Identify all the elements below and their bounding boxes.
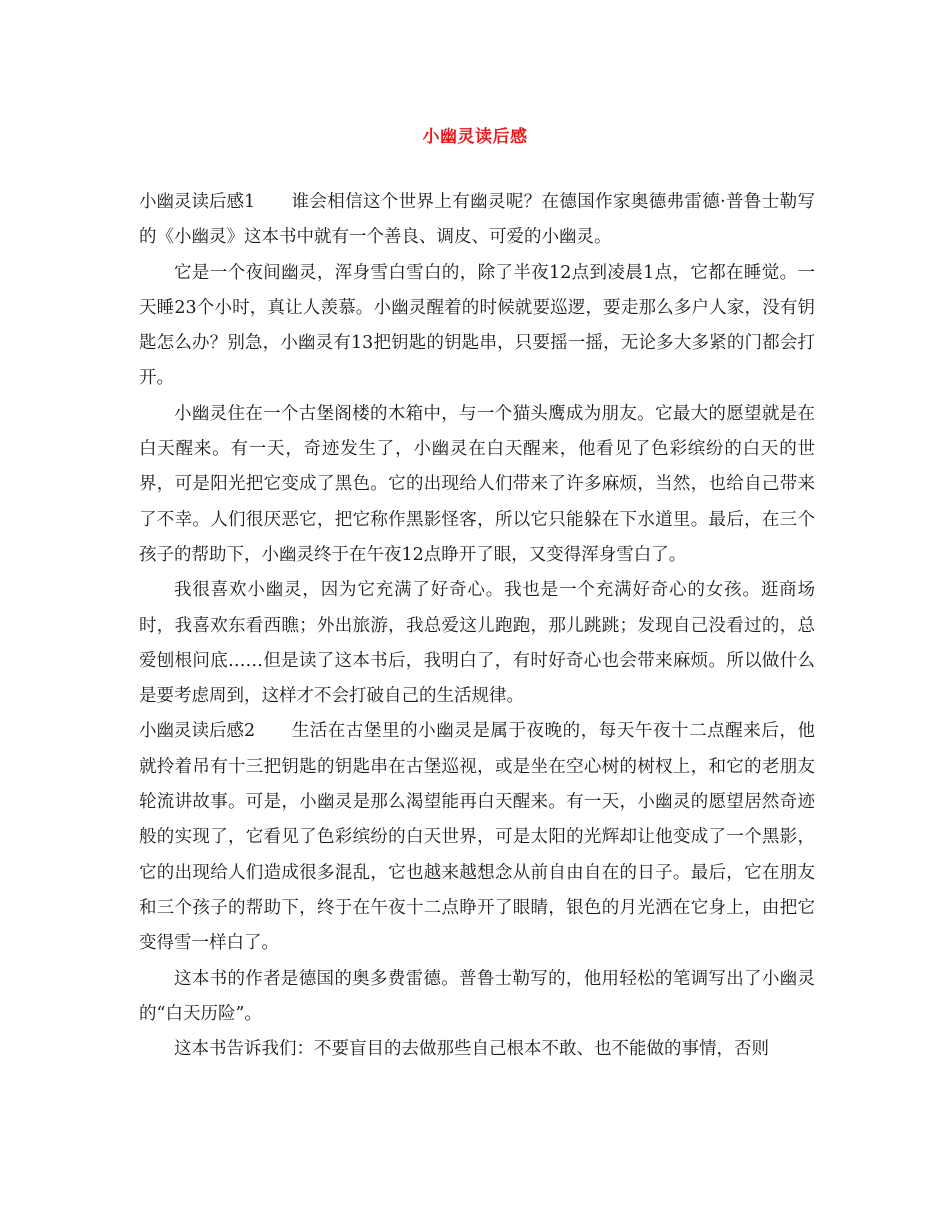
paragraph-2: 它是一个夜间幽灵，浑身雪白雪白的，除了半夜12点到凌晨1点，它都在睡觉。一天睡23个小时，真让人羡慕。小幽灵醒着的时候就要巡逻，要走那么多户人家，没有钥匙怎么办？别急，小幽灵有13把钥匙的钥匙串，只要摇一摇，无论多大多紧的门都会打开。 [139,262,815,389]
essay-label-2: 小幽灵读后感2 [139,721,256,742]
essay-label-1: 小幽灵读后感1 [139,192,256,212]
document-title: 小幽灵读后感 [422,127,528,147]
paragraph-1 [139,185,815,256]
paragraph-text: 谁会相信这个世界上有幽灵呢？在德国作家奥德弗雷德·普鲁士勒写的《小幽灵》这本书中就有一个善良、调皮、可爱的小幽灵。 [139,192,815,248]
paragraph-6: 这本书的作者是德国的奥多费雷德。普鲁士勒写的，他用轻松的笔调写出了小幽灵的“白天历险”。 [139,968,815,1024]
paragraph-3: 小幽灵住在一个古堡阁楼的木箱中，与一个猫头鹰成为朋友。它最大的愿望就是在白天醒来。有一天，奇迹发生了，小幽灵在白天醒来，他看见了色彩缤纷的白天的世界，可是阳光把它变成了黑色。它的出现给人们带来了许多麻烦，当然，也给自己带来了不幸。人们很厌恶它，把它称作黑影怪客，所以它只能躲在下水道里。最后，在三个孩子的帮助下，小幽灵终于在午夜12点睁开了眼，又变得浑身雪白了。 [139,403,815,565]
paragraph-text: 生活在古堡里的小幽灵是属于夜晚的，每天午夜十二点醒来后，他就拎着吊有十三把钥匙的钥匙串在古堡巡视，或是坐在空心树的树杈上，和它的老朋友轮流讲故事。可是，小幽灵是那么渴望能再白天醒来。有一天，小幽灵的愿望居然奇迹般的实现了，它看见了色彩缤纷的白天世界，可是太阳的光辉却让他变成了一个黑影，它的出现给人们造成很多混乱，它也越来越想念从前自由自在的日子。最后，它在朋友和三个孩子的帮助下，终于在午夜十二点睁开了眼睛，银色的月光洒在它身上，由把它变得雪一样白了。 [139,721,815,954]
paragraph-7: 这本书告诉我们：不要盲目的去做那些自己根本不敢、也不能做的事情，否则 [174,1039,769,1060]
paragraph-5 [139,714,815,961]
document-body [139,185,815,1067]
paragraph-4: 我很喜欢小幽灵，因为它充满了好奇心。我也是一个充满好奇心的女孩。逛商场时，我喜欢东看西瞧；外出旅游，我总爱这儿跑跑，那儿跳跳；发现自己没看过的，总爱刨根问底……但是读了这本书后，我明白了，有时好奇心也会带来麻烦。所以做什么是要考虑周到，这样才不会打破自己的生活规律。 [139,580,815,707]
